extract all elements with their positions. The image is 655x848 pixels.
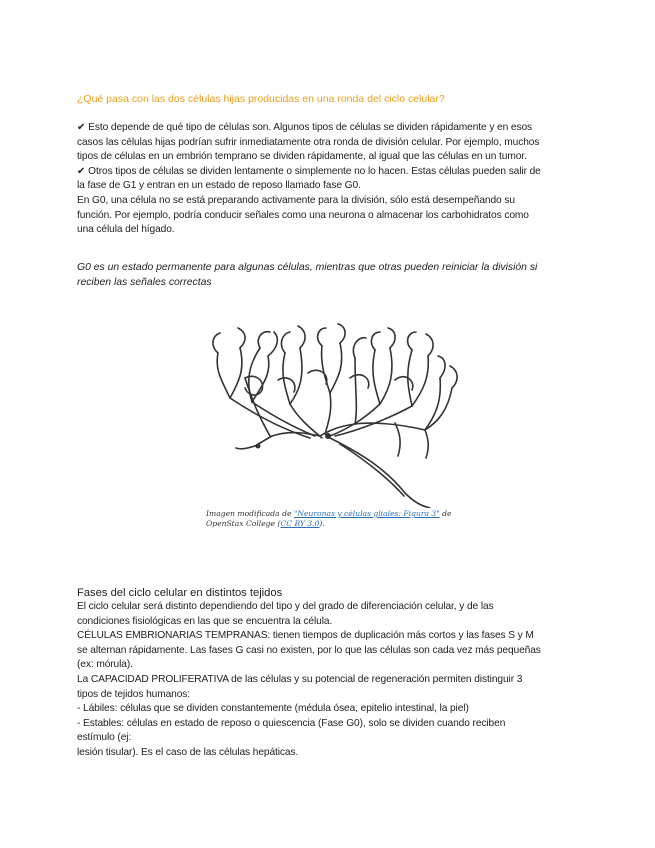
section-line: se alternan rápidamente. Las fases G casi no existen, por lo que las células son cada vez más pequeñas bbox=[77, 644, 541, 656]
section-line: - Estables: células en estado de reposo o quiescencia (Fase G0), solo se dividen cuando reciben bbox=[77, 717, 506, 729]
intro-line: ✔ Otros tipos de células se dividen lentamente o simplemente no lo hacen. Estas células pueden salir de bbox=[77, 165, 541, 177]
note-line: reciben las señales correctas bbox=[77, 277, 212, 288]
figure-caption bbox=[206, 509, 466, 529]
section-line: tipos de tejidos humanos: bbox=[77, 688, 191, 700]
section-line: (ex: mórula). bbox=[77, 659, 133, 671]
intro-paragraph bbox=[77, 121, 577, 238]
intro-line: una célula del hígado. bbox=[77, 224, 175, 236]
section-line: estímulo (ej: bbox=[77, 732, 132, 744]
section-line: La CAPACIDAD PROLIFERATIVA de las células y su potencial de regeneración permiten distinguir 3 bbox=[77, 673, 523, 685]
caption-prefix: Imagen modificada de bbox=[206, 509, 294, 518]
intro-line: En G0, una célula no se está preparando activamente para la división, sólo está desempeñando su bbox=[77, 194, 515, 206]
g0-note bbox=[77, 260, 577, 290]
caption-license-link[interactable]: CC BY 3.0 bbox=[280, 519, 320, 528]
neuron-illustration-icon bbox=[190, 318, 470, 508]
caption-source-link[interactable]: "Neuronas y células gliales: Figura 3" bbox=[293, 509, 440, 518]
caption-suffix: ). bbox=[319, 519, 325, 528]
note-line: G0 es un estado permanente para algunas células, mientras que otras pueden reiniciar la división si bbox=[77, 262, 538, 273]
neuron-figure bbox=[190, 318, 470, 536]
intro-line: función. Por ejemplo, podría conducir señales como una neurona o almacenar los carbohidratos como bbox=[77, 209, 529, 221]
intro-line: casos las células hijas podrían sufrir inmediatamente otra ronda de división celular. Por ejemplo, muchos bbox=[77, 136, 540, 148]
section-line: CÉLULAS EMBRIONARIAS TEMPRANAS: tienen tiempos de duplicación más cortos y las fases S y M bbox=[77, 630, 534, 642]
intro-line: tipos de células en un embrión temprano se dividen rápidamente, al igual que las células en un tumor. bbox=[77, 151, 527, 163]
section-paragraph bbox=[77, 600, 577, 761]
section-line: El ciclo celular será distinto dependiendo del tipo y del grado de diferenciación celular, y de las bbox=[77, 601, 494, 612]
section-line: - Lábiles: células que se dividen constantemente (médula ósea, epitelio intestinal, la piel) bbox=[77, 703, 469, 715]
intro-line: la fase de G1 y entran en un estado de reposo llamado fase G0. bbox=[77, 180, 361, 192]
section-line: lesión tisular). Es el caso de las células hepáticas. bbox=[77, 746, 299, 758]
question-heading: ¿Qué pasa con las dos células hijas producidas en una ronda del ciclo celular? bbox=[77, 93, 445, 105]
caption-mid: de OpenStax College ( bbox=[206, 509, 452, 528]
section-line: condiciones fisiológicas en las que se encuentra la célula. bbox=[77, 615, 333, 627]
intro-line: ✔ Esto depende de qué tipo de células son. Algunos tipos de células se dividen rápidamente y en esos bbox=[77, 122, 533, 133]
section-title: Fases del ciclo celular en distintos tejidos bbox=[77, 587, 283, 599]
